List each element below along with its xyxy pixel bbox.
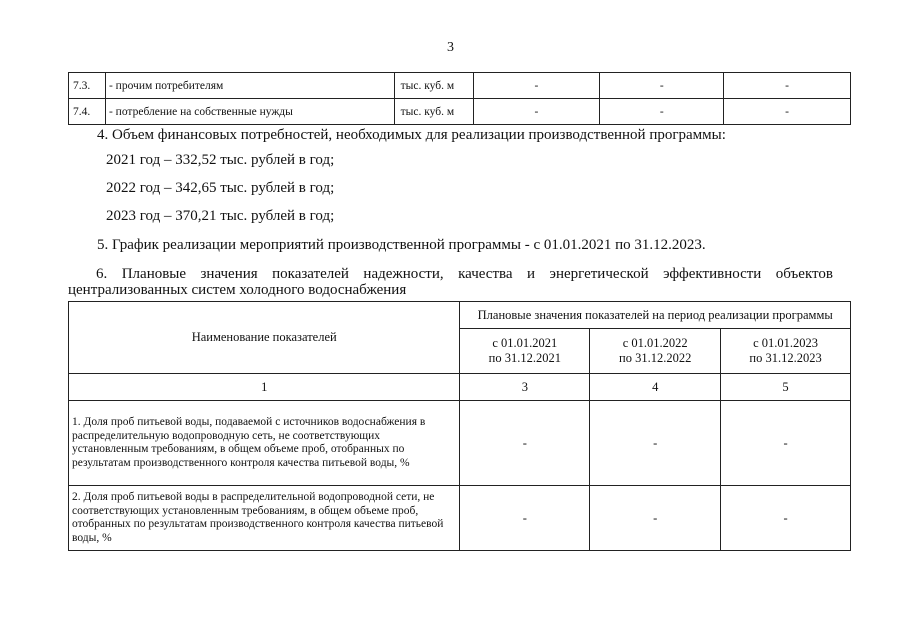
period-from: с 01.01.2021 <box>492 336 558 350</box>
column-number: 1 <box>69 374 460 401</box>
table-row <box>69 486 851 551</box>
paragraph-financial-needs: 4. Объем финансовых потребностей, необходимых для реализации производственной программы: <box>97 127 726 143</box>
value-cell: - <box>721 401 851 486</box>
value-cell: - <box>724 73 851 99</box>
value-cell: - <box>473 99 600 125</box>
row-unit: тыс. куб. м <box>394 73 473 99</box>
value-cell: - <box>724 99 851 125</box>
value-cell: - <box>473 73 600 99</box>
value-cell: - <box>460 486 590 551</box>
header-row <box>69 302 851 329</box>
consumption-table <box>68 72 851 125</box>
column-number: 4 <box>590 374 721 401</box>
value-cell: - <box>590 486 721 551</box>
name-column-header: Наименование показателей <box>69 302 460 374</box>
period-from: с 01.01.2022 <box>622 336 688 350</box>
year-2023-amount: 2023 год – 370,21 тыс. рублей в год; <box>106 208 335 224</box>
value-cell: - <box>600 73 724 99</box>
value-cell: - <box>590 401 721 486</box>
period-from: с 01.01.2023 <box>753 336 819 350</box>
column-number: 3 <box>460 374 590 401</box>
value-cell: - <box>721 486 851 551</box>
paragraph-schedule: 5. График реализации мероприятий производственной программы - с 01.01.2021 по 31.12.2023. <box>97 237 706 253</box>
paragraph-indicators-line2: централизованных систем холодного водоснабжения <box>68 282 407 298</box>
value-cell: - <box>460 401 590 486</box>
column-number: 5 <box>721 374 851 401</box>
year-2022-amount: 2022 год – 342,65 тыс. рублей в год; <box>106 180 335 196</box>
period-header <box>460 329 590 374</box>
period-group-header: Плановые значения показателей на период реализации программы <box>460 302 851 329</box>
indicator-name: 1. Доля проб питьевой воды, подаваемой с источников водоснабжения в распределительную водопроводную сеть, не соответствующих установленным требованиям, в общем объеме проб, отобранных по результатам производственного контроля качества питьевой воды, % <box>69 401 460 486</box>
row-name: - потребление на собственные нужды <box>105 99 394 125</box>
paragraph-indicators <box>68 266 833 298</box>
period-to: по 31.12.2022 <box>619 351 692 365</box>
indicators-table <box>68 301 851 551</box>
page-number: 3 <box>447 40 454 55</box>
paragraph-indicators-line1: 6. Плановые значения показателей надежности, качества и энергетической эффективности объектов <box>96 266 833 282</box>
period-to: по 31.12.2021 <box>488 351 561 365</box>
column-number-row <box>69 374 851 401</box>
row-number: 7.4. <box>69 99 106 125</box>
table-row <box>69 73 851 99</box>
table-row <box>69 99 851 125</box>
row-unit: тыс. куб. м <box>394 99 473 125</box>
row-name: - прочим потребителям <box>105 73 394 99</box>
period-header <box>721 329 851 374</box>
value-cell: - <box>600 99 724 125</box>
period-to: по 31.12.2023 <box>749 351 822 365</box>
table-row <box>69 401 851 486</box>
year-2021-amount: 2021 год – 332,52 тыс. рублей в год; <box>106 152 335 168</box>
indicator-name: 2. Доля проб питьевой воды в распределительной водопроводной сети, не соответствующих установленным требованиям, в общем объеме проб, отобранных по результатам производственного контроля качества питьевой воды, % <box>69 486 460 551</box>
period-header <box>590 329 721 374</box>
row-number: 7.3. <box>69 73 106 99</box>
